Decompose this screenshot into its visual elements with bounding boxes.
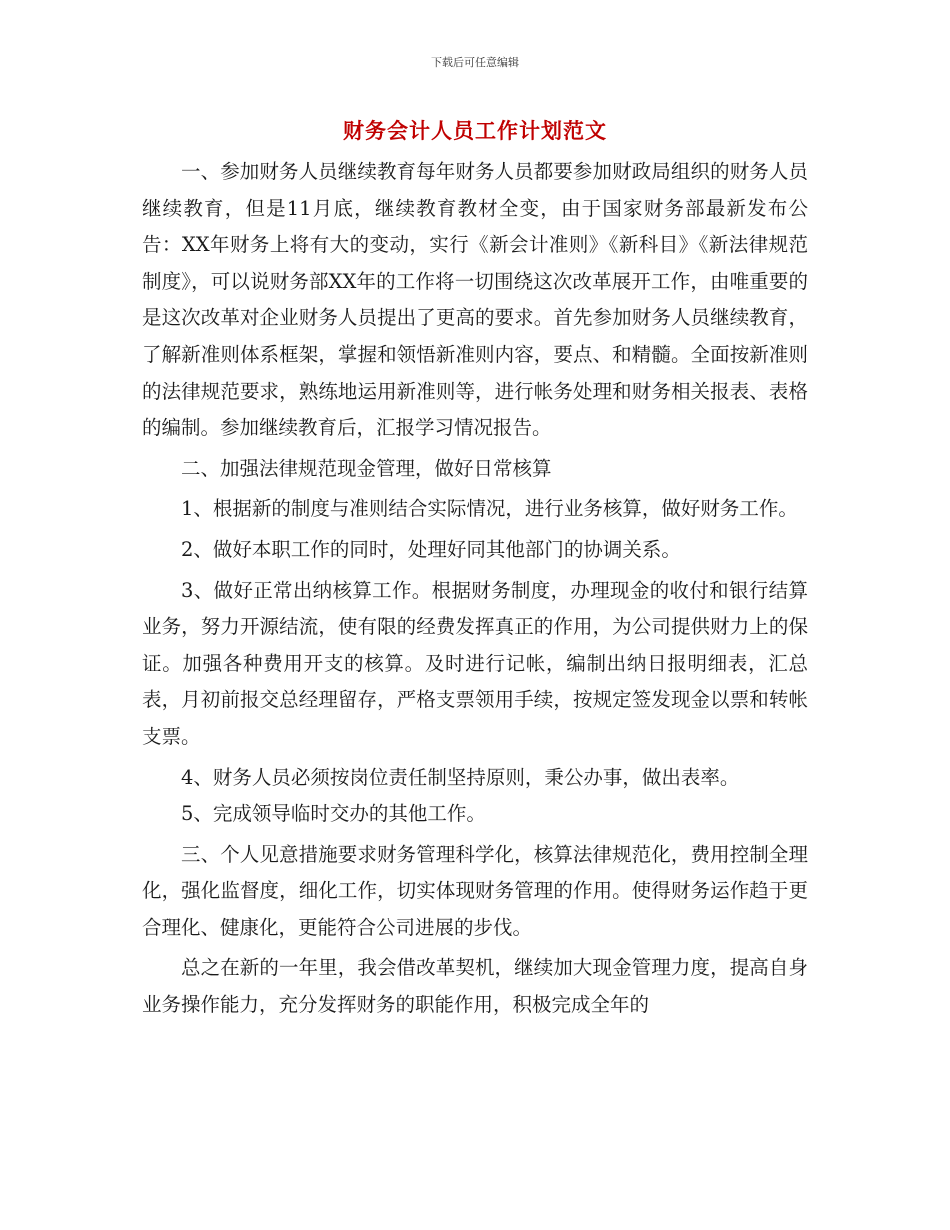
paragraph-item-5: 5、完成领导临时交办的其他工作。 (181, 802, 486, 826)
document-title: 财务会计人员工作计划范文 (343, 118, 607, 143)
paragraph-item-4: 4、财务人员必须按岗位责任制坚持原则，秉公办事，做出表率。 (181, 765, 740, 789)
header-note: 下载后可任意编辑 (431, 56, 519, 69)
paragraph-conclusion: 总之在新的一年里，我会借改革契机，继续加大现金管理力度，提高自身业务操作能力，充分发挥财务的职能作用，积极完成全年的 (142, 956, 808, 1017)
paragraph-section-1: 一、参加财务人员继续教育每年财务人员都要参加财政局组织的财务人员继续教育，但是11月底，继续教育教材全变，由于国家财务部最新发布公告：XX年财务上将有大的变动，实行《新会计准则》《新科目》《新法律规范制度》，可以说财务部XX年的工作将一切围绕这次改革展开工作，由唯重要的是这次改革对企业财务人员提出了更高的要求。首先参加财务人员继续教育，了解新准则体系框架，掌握和领悟新准则内容，要点、和精髓。全面按新准则的法律规范要求，熟练地运用新准则等，进行帐务处理和财务相关报表、表格的编制。参加继续教育后，汇报学习情况报告。 (142, 160, 808, 440)
paragraph-section-3: 三、个人见意措施要求财务管理科学化，核算法律规范化，费用控制全理化，强化监督度，细化工作，切实体现财务管理的作用。使得财务运作趋于更合理化、健康化，更能符合公司进展的步伐。 (142, 842, 808, 939)
document-body (142, 154, 808, 1024)
paragraph-section-2-heading: 二、加强法律规范现金管理，做好日常核算 (181, 456, 552, 480)
paragraph-item-2: 2、做好本职工作的同时，处理好同其他部门的协调关系。 (181, 537, 681, 561)
paragraph-item-1: 1、根据新的制度与准则结合实际情况，进行业务核算，做好财务工作。 (181, 497, 798, 521)
paragraph-item-3: 3、做好正常出纳核算工作。根据财务制度，办理现金的收付和银行结算业务，努力开源结流，使有限的经费发挥真正的作用，为公司提供财力上的保证。加强各种费用开支的核算。及时进行记帐，编制出纳日报明细表，汇总表，月初前报交总经理留存，严格支票领用手续，按规定签发现金以票和转帐支票。 (142, 578, 808, 748)
